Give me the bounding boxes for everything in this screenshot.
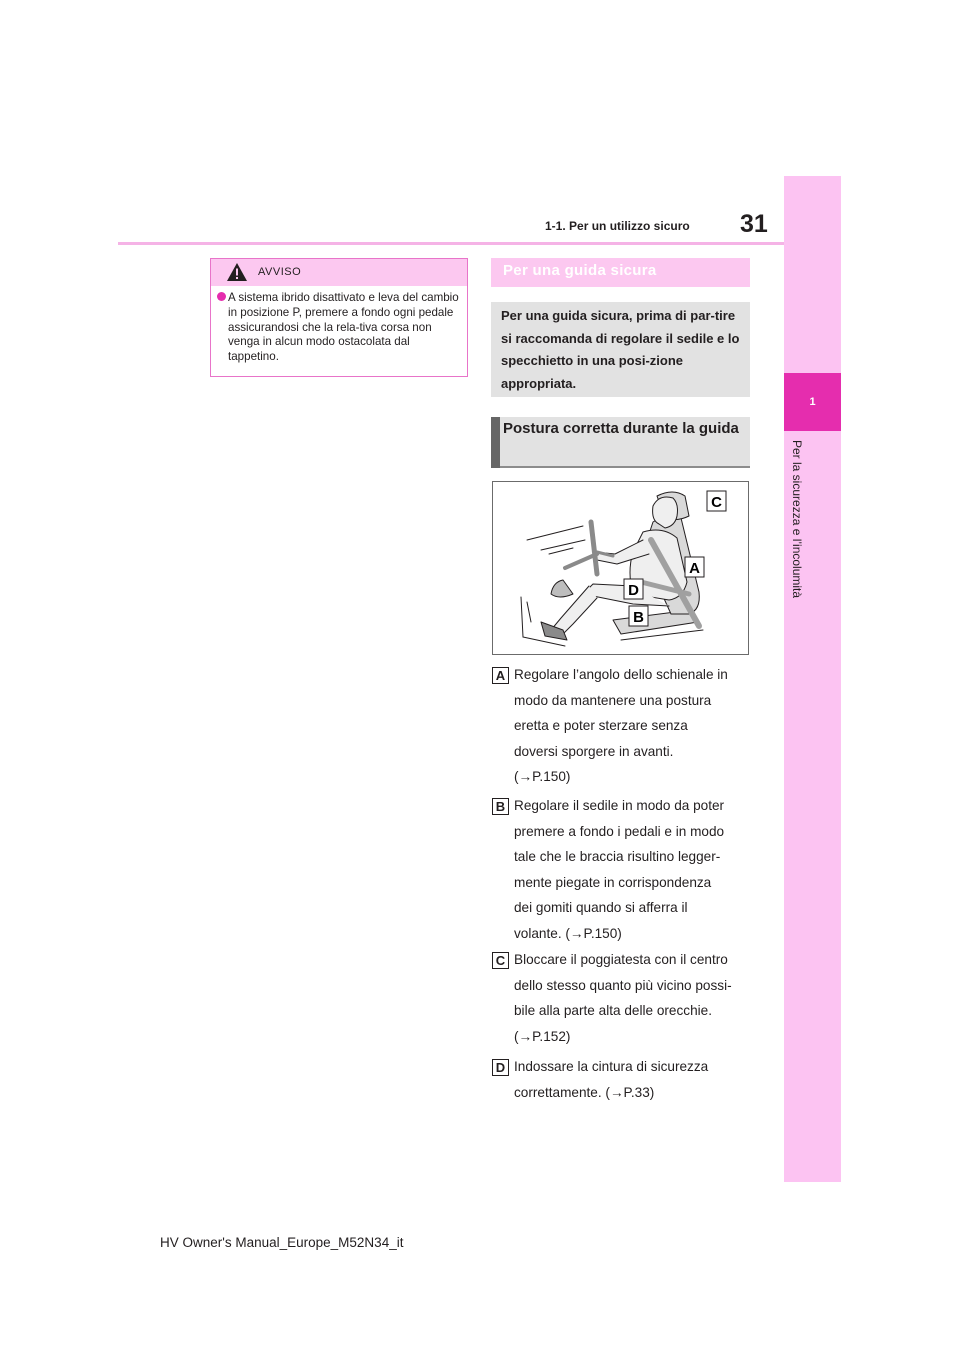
callout-label-c: C bbox=[711, 494, 722, 511]
chapter-title-text: Per la sicurezza e l’incolumità bbox=[790, 440, 804, 599]
item-a-text: Regolare l’angolo dello schienale in modo da mantenere una postura eretta e poter sterzare senza doversi sporgere in avanti. (→P.150) bbox=[514, 667, 728, 784]
item-b-text: Regolare il sedile in modo da poter premere a fondo i pedali e in modo tale che le braccia risultino legger- mente piegate in corrispondenza dei gomiti quando si afferra il volante. (→P.150) bbox=[514, 798, 725, 941]
item-label-a: A bbox=[492, 667, 509, 684]
subsection-accent bbox=[491, 417, 500, 468]
item-c-text: Bloccare il poggiatesta con il centro dello stesso quanto più vicino possi- bile alla parte alta delle orecchie. (→P.152) bbox=[514, 952, 732, 1044]
item-label-b: B bbox=[492, 798, 509, 815]
chapter-number: 1 bbox=[809, 396, 816, 408]
warning-header bbox=[211, 259, 467, 286]
driver-seat-drawing bbox=[493, 482, 749, 655]
callout-label-d: D bbox=[628, 582, 639, 599]
footer-manual-id: HV Owner's Manual_Europe_M52N34_it bbox=[160, 1235, 404, 1250]
warning-title: AVVISO bbox=[258, 266, 302, 278]
page-number: 31 bbox=[740, 210, 768, 238]
section-title: 1-1. Per un utilizzo sicuro bbox=[545, 219, 690, 233]
intro-text: Per una guida sicura, prima di par-tire si raccomanda di regolare il sedile e lo specchietto in una posi-zione appropriata. bbox=[501, 308, 740, 391]
warning-triangle-icon bbox=[226, 262, 248, 282]
chapter-title bbox=[790, 440, 820, 630]
item-d-text: Indossare la cintura di sicurezza correttamente. (→P.33) bbox=[514, 1059, 709, 1100]
header-rule bbox=[118, 242, 784, 245]
chapter-side-strip bbox=[784, 176, 841, 1182]
item-label-c: C bbox=[492, 952, 509, 969]
callout-label-b: B bbox=[633, 609, 644, 626]
driving-posture-illustration bbox=[492, 481, 749, 655]
section-heading: Per una guida sicura bbox=[503, 262, 657, 279]
warning-text: A sistema ibrido disattivato e leva del cambio in posizione P, premere a fondo ogni pedale assicurandosi che la rela-tiva corsa non venga in alcun modo ostacolata dal tappetino. bbox=[228, 291, 459, 364]
bullet-icon bbox=[217, 292, 226, 301]
subsection-title: Postura corretta durante la guida bbox=[503, 420, 739, 437]
callout-label-a: A bbox=[689, 560, 700, 577]
item-label-d: D bbox=[492, 1059, 509, 1076]
